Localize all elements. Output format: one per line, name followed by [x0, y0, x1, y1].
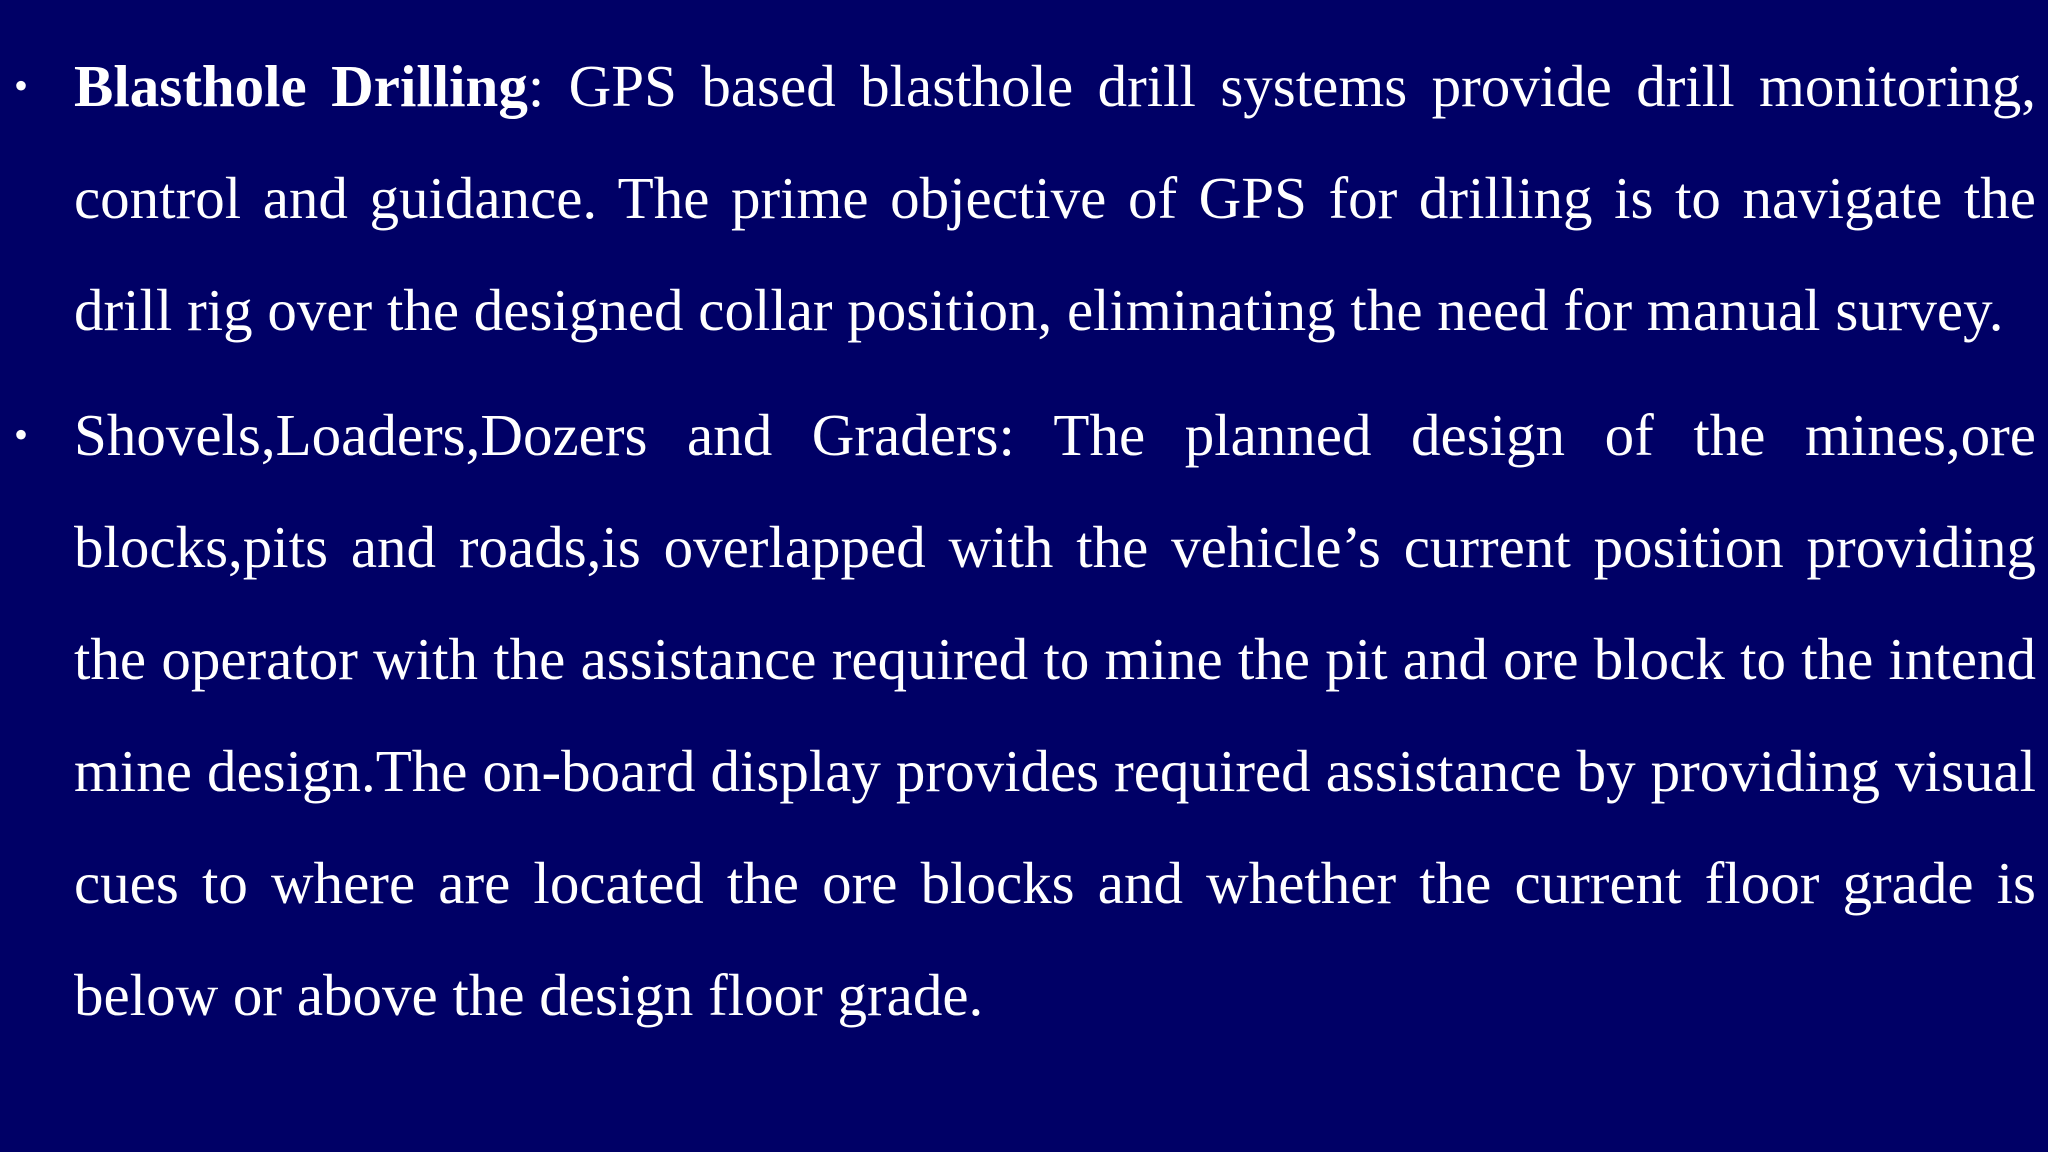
bullet-term: Blasthole Drilling — [74, 53, 528, 119]
bullet-icon: • — [14, 63, 29, 108]
bullet-item-shovels-loaders — [0, 379, 2036, 1051]
bullet-text: : GPS based blasthole drill systems provide drill monitoring, control and guidance. The prime objective of GPS for drilling is to navigate the drill rig over the designed collar position, eliminating the need for manual survey. — [74, 53, 2036, 343]
bullet-item-blasthole-drilling — [0, 30, 2036, 366]
bullet-text: Shovels,Loaders,Dozers and Graders: The planned design of the mines,ore blocks,pits and roads,is overlapped with the vehicle’s current position providing the operator with the assistance required to mine the pit and ore block to the intend mine design.The on-board display provides required assistance by providing visual cues to where are located the ore blocks and whether the current floor grade is below or above the design floor grade. — [74, 402, 2036, 1028]
bullet-list — [0, 30, 2036, 1051]
bullet-icon: • — [14, 412, 29, 457]
